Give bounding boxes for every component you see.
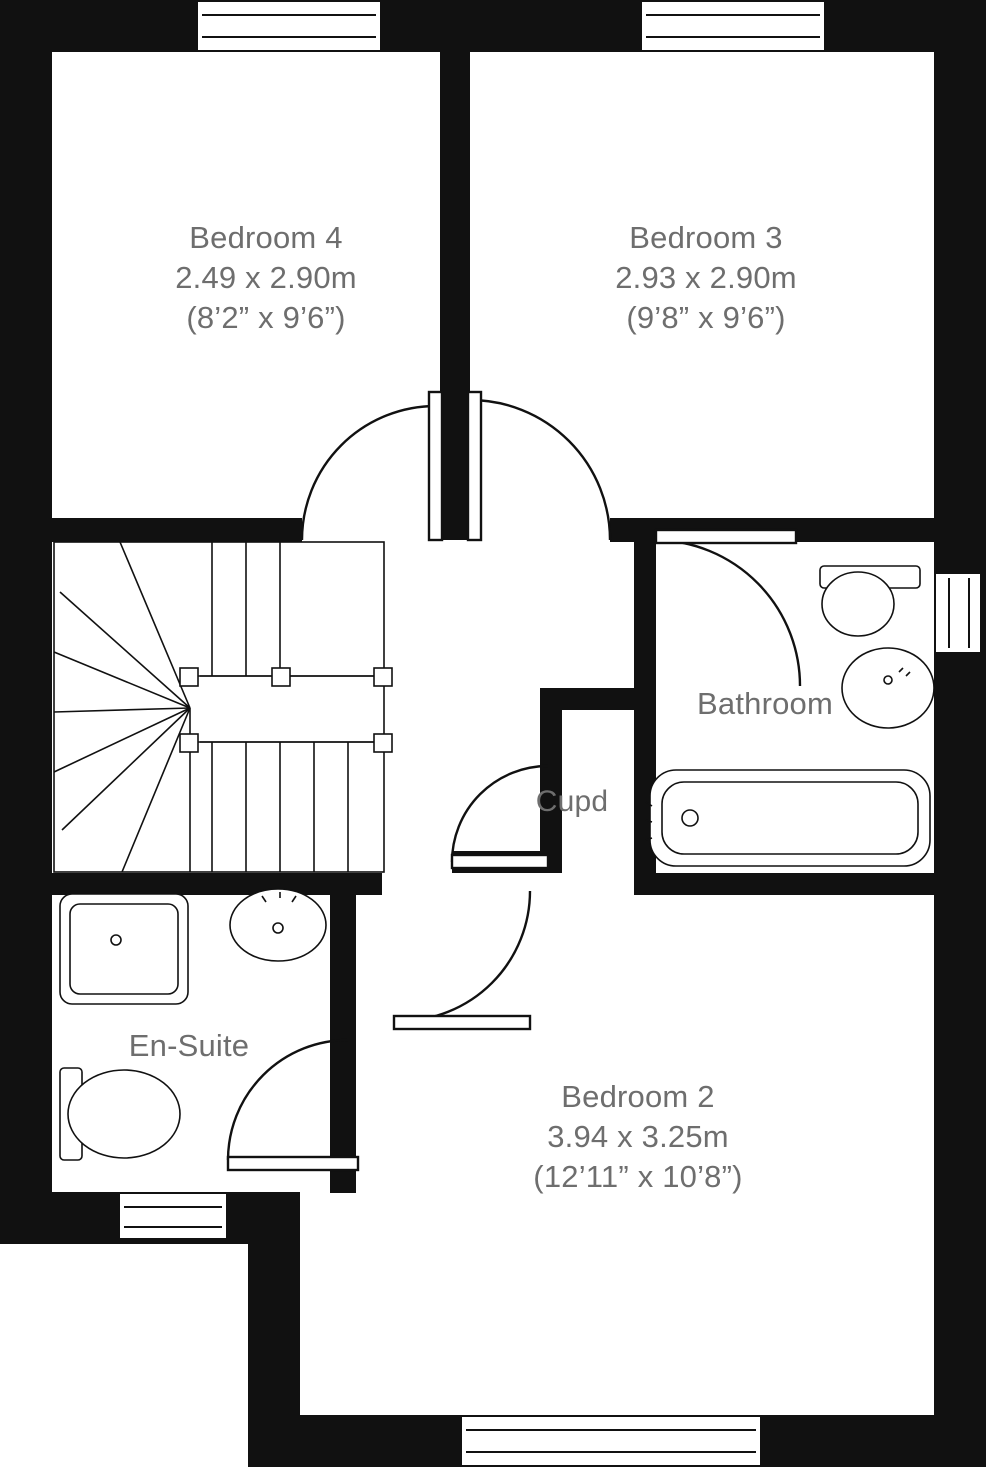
wall-exterior-top [0,0,986,52]
wall-bathroom-bottom [634,873,934,895]
room-name: Bedroom 3 [629,220,783,255]
window-bedroom4-glass [202,14,376,38]
room-name: Bedroom 4 [189,220,343,255]
window-ensuite-glass [124,1206,222,1228]
window-bedroom2-glass [466,1429,756,1453]
wall-ensuite-right-lower [330,1043,356,1193]
wall-ensuite-right [330,873,356,1043]
wall-exterior-lower-vertical [248,1192,300,1467]
window-bathroom-glass [948,578,970,648]
wall-cupboard-bottom [452,851,562,873]
window-bedroom3-glass [646,14,820,38]
wall-exterior-left [0,0,52,1244]
wall-landing-top-right [610,518,934,542]
room-label-bedroom3 [546,218,866,338]
room-name: En-Suite [128,1028,250,1063]
wall-landing-right [634,542,656,692]
wall-between-bed4-bed3-lower [440,392,470,540]
room-label-bedroom4 [106,218,426,338]
room-dimensions-metric: 2.93 x 2.90m [615,260,797,295]
room-dimensions-metric: 3.94 x 3.25m [547,1119,729,1154]
room-dimensions-imperial: (9’8” x 9’6”) [626,300,786,335]
room-label-ensuite [74,1026,304,1066]
room-dimensions-imperial: (8’2” x 9’6”) [186,300,346,335]
room-dimensions-imperial: (12’11” x 10’8”) [533,1159,743,1194]
room-label-bathroom [650,684,880,724]
room-label-cupboard [492,782,652,822]
wall-exterior-right [934,0,986,1467]
wall-landing-top-left [52,518,302,542]
room-name: Bedroom 2 [561,1079,715,1114]
wall-between-bed4-bed3 [440,52,470,392]
wall-cupboard-left [540,688,562,873]
room-name: Bathroom [697,686,833,721]
room-name: Cupd [535,785,609,818]
room-label-bedroom2 [478,1077,798,1197]
room-dimensions-metric: 2.49 x 2.90m [175,260,357,295]
